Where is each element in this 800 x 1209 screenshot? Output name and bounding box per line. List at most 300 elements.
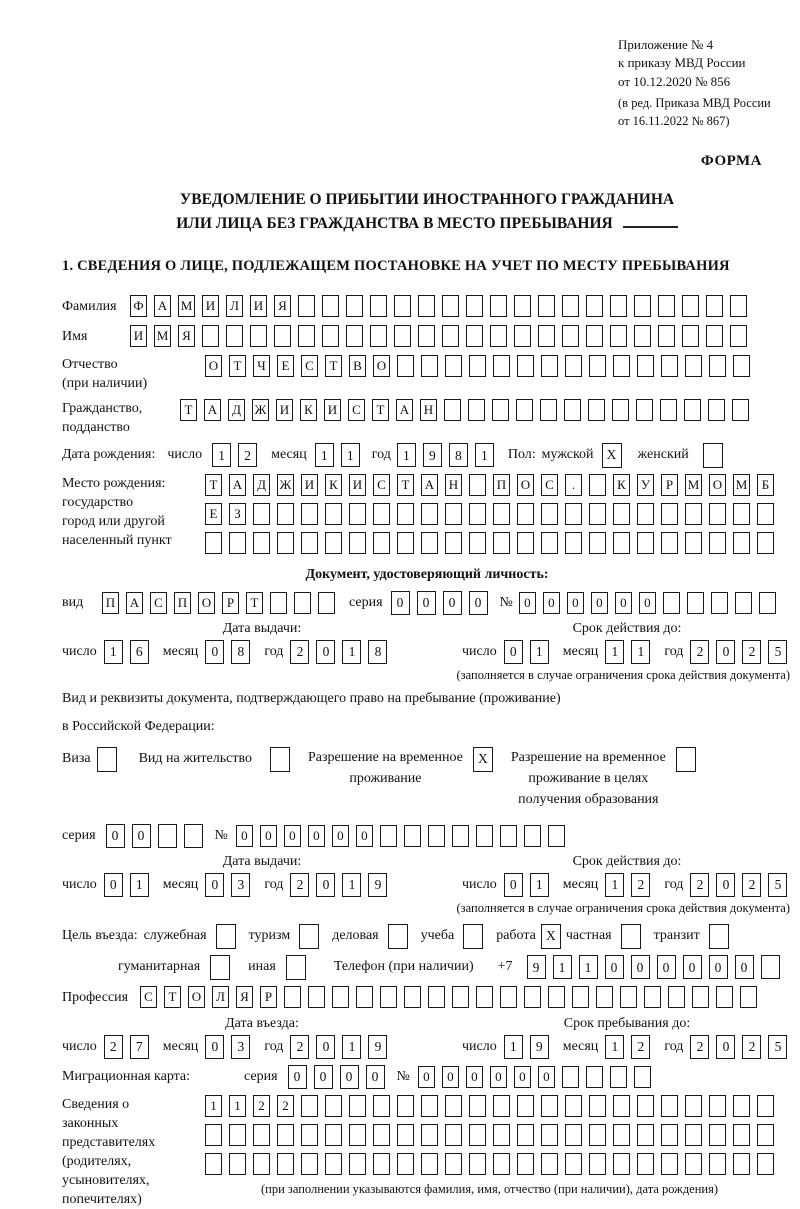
char-cell[interactable]: 1 [605, 640, 624, 664]
char-cell[interactable] [370, 295, 387, 317]
char-cell[interactable]: Ж [252, 399, 269, 421]
char-cell[interactable] [517, 1124, 534, 1146]
char-cell[interactable]: 0 [442, 1066, 459, 1088]
char-cell[interactable] [270, 592, 287, 614]
char-cell[interactable] [298, 295, 315, 317]
char-cell[interactable] [373, 532, 390, 554]
char-cell[interactable] [757, 1095, 774, 1117]
char-cell[interactable]: А [396, 399, 413, 421]
char-cell[interactable] [493, 1095, 510, 1117]
char-cell[interactable]: 0 [316, 1035, 335, 1059]
char-cell[interactable] [682, 325, 699, 347]
char-cell[interactable]: 0 [284, 825, 301, 847]
char-cell[interactable] [428, 986, 445, 1008]
char-cell[interactable]: 8 [231, 640, 250, 664]
char-cell[interactable] [325, 1095, 342, 1117]
char-cell[interactable] [733, 355, 750, 377]
char-cell[interactable]: 2 [690, 640, 709, 664]
char-cell[interactable]: 0 [683, 955, 702, 979]
char-cell[interactable] [637, 532, 654, 554]
char-cell[interactable] [757, 1153, 774, 1175]
char-cell[interactable] [466, 295, 483, 317]
char-cell[interactable]: Т [229, 355, 246, 377]
char-cell[interactable] [397, 503, 414, 525]
char-cell[interactable]: А [229, 474, 246, 496]
char-cell[interactable] [325, 1153, 342, 1175]
char-cell[interactable] [428, 825, 445, 847]
char-cell[interactable]: 0 [519, 592, 536, 614]
char-cell[interactable]: 1 [342, 640, 361, 664]
char-cell[interactable]: 2 [290, 873, 309, 897]
char-cell[interactable]: П [493, 474, 510, 496]
char-cell[interactable] [541, 503, 558, 525]
char-cell[interactable] [229, 1124, 246, 1146]
char-cell[interactable] [308, 986, 325, 1008]
char-cell[interactable] [397, 532, 414, 554]
char-cell[interactable] [301, 503, 318, 525]
char-cell[interactable] [301, 1124, 318, 1146]
char-cell[interactable] [589, 532, 606, 554]
char-cell[interactable] [637, 503, 654, 525]
char-cell[interactable]: 1 [605, 1035, 624, 1059]
char-cell[interactable] [716, 986, 733, 1008]
char-cell[interactable]: С [541, 474, 558, 496]
char-cell[interactable]: 5 [768, 640, 787, 664]
char-cell[interactable] [394, 325, 411, 347]
char-cell[interactable]: 2 [104, 1035, 123, 1059]
char-cell[interactable]: 1 [315, 443, 334, 467]
char-cell[interactable] [492, 399, 509, 421]
char-cell[interactable] [253, 532, 270, 554]
char-cell[interactable] [685, 532, 702, 554]
char-cell[interactable] [373, 503, 390, 525]
char-cell[interactable] [349, 503, 366, 525]
char-cell[interactable]: 2 [253, 1095, 270, 1117]
char-cell[interactable] [709, 1153, 726, 1175]
char-cell[interactable]: М [154, 325, 171, 347]
char-cell[interactable] [538, 295, 555, 317]
char-cell[interactable]: 0 [657, 955, 676, 979]
char-cell[interactable]: Л [226, 295, 243, 317]
char-cell[interactable] [332, 986, 349, 1008]
char-cell[interactable] [732, 399, 749, 421]
char-cell[interactable] [588, 399, 605, 421]
char-cell[interactable] [668, 986, 685, 1008]
char-cell[interactable]: 8 [449, 443, 468, 467]
char-cell[interactable] [469, 532, 486, 554]
char-cell[interactable] [692, 986, 709, 1008]
char-cell[interactable] [661, 355, 678, 377]
char-cell[interactable] [452, 986, 469, 1008]
char-cell[interactable]: 0 [716, 1035, 735, 1059]
char-cell[interactable] [661, 1153, 678, 1175]
char-cell[interactable] [202, 325, 219, 347]
char-cell[interactable]: 9 [368, 873, 387, 897]
char-cell[interactable] [514, 295, 531, 317]
char-cell[interactable] [445, 1153, 462, 1175]
char-cell[interactable]: И [301, 474, 318, 496]
char-cell[interactable]: 0 [443, 591, 462, 615]
char-cell[interactable]: Т [205, 474, 222, 496]
char-cell[interactable]: 2 [277, 1095, 294, 1117]
char-cell[interactable] [250, 325, 267, 347]
char-cell[interactable]: 2 [742, 640, 761, 664]
char-cell[interactable] [613, 532, 630, 554]
char-cell[interactable]: П [102, 592, 119, 614]
char-cell[interactable]: Я [274, 295, 291, 317]
char-cell[interactable] [469, 503, 486, 525]
char-cell[interactable]: А [204, 399, 221, 421]
char-cell[interactable]: С [348, 399, 365, 421]
char-cell[interactable]: Т [164, 986, 181, 1008]
char-cell[interactable] [517, 355, 534, 377]
char-cell[interactable] [564, 399, 581, 421]
char-cell[interactable] [687, 592, 704, 614]
char-cell[interactable] [562, 295, 579, 317]
char-cell[interactable] [733, 1153, 750, 1175]
char-cell[interactable] [637, 1095, 654, 1117]
char-cell[interactable]: 0 [417, 591, 436, 615]
char-cell[interactable]: 0 [316, 640, 335, 664]
char-cell[interactable] [517, 532, 534, 554]
char-cell[interactable] [634, 325, 651, 347]
char-cell[interactable]: Н [445, 474, 462, 496]
char-cell[interactable] [404, 986, 421, 1008]
char-cell[interactable]: С [301, 355, 318, 377]
char-cell[interactable]: 0 [205, 873, 224, 897]
char-cell[interactable]: Т [372, 399, 389, 421]
char-cell[interactable] [514, 325, 531, 347]
char-cell[interactable] [759, 592, 776, 614]
char-cell[interactable] [469, 474, 486, 496]
char-cell[interactable] [356, 986, 373, 1008]
char-cell[interactable] [442, 325, 459, 347]
char-cell[interactable] [205, 532, 222, 554]
char-cell[interactable]: 0 [418, 1066, 435, 1088]
char-cell[interactable] [349, 1095, 366, 1117]
char-cell[interactable] [253, 503, 270, 525]
char-cell[interactable]: 0 [205, 640, 224, 664]
char-cell[interactable] [541, 355, 558, 377]
char-cell[interactable]: 2 [631, 873, 650, 897]
char-cell[interactable] [709, 503, 726, 525]
char-cell[interactable] [637, 355, 654, 377]
char-cell[interactable] [682, 295, 699, 317]
char-cell[interactable] [586, 295, 603, 317]
char-cell[interactable] [589, 1153, 606, 1175]
char-cell[interactable] [660, 399, 677, 421]
char-cell[interactable] [706, 325, 723, 347]
char-cell[interactable] [322, 295, 339, 317]
char-cell[interactable] [757, 532, 774, 554]
char-cell[interactable]: 8 [368, 640, 387, 664]
char-cell[interactable]: 0 [356, 825, 373, 847]
char-cell[interactable] [572, 986, 589, 1008]
char-cell[interactable] [325, 1124, 342, 1146]
purpose-tourism-checkbox[interactable] [299, 924, 319, 949]
char-cell[interactable] [421, 1124, 438, 1146]
char-cell[interactable] [757, 1124, 774, 1146]
char-cell[interactable] [284, 986, 301, 1008]
char-cell[interactable] [620, 986, 637, 1008]
char-cell[interactable] [397, 355, 414, 377]
char-cell[interactable] [404, 825, 421, 847]
char-cell[interactable]: 0 [288, 1065, 307, 1089]
char-cell[interactable] [613, 1153, 630, 1175]
char-cell[interactable] [277, 532, 294, 554]
char-cell[interactable] [589, 355, 606, 377]
char-cell[interactable] [613, 503, 630, 525]
char-cell[interactable]: И [324, 399, 341, 421]
char-cell[interactable] [274, 325, 291, 347]
char-cell[interactable] [421, 532, 438, 554]
char-cell[interactable]: 1 [530, 873, 549, 897]
char-cell[interactable]: Я [178, 325, 195, 347]
purpose-transit-checkbox[interactable] [709, 924, 729, 949]
char-cell[interactable]: У [637, 474, 654, 496]
char-cell[interactable]: 0 [639, 592, 656, 614]
char-cell[interactable]: Ж [277, 474, 294, 496]
char-cell[interactable]: 2 [742, 1035, 761, 1059]
char-cell[interactable] [730, 325, 747, 347]
residence-permit-checkbox[interactable] [270, 747, 290, 772]
char-cell[interactable] [469, 1124, 486, 1146]
char-cell[interactable]: А [421, 474, 438, 496]
char-cell[interactable] [586, 1066, 603, 1088]
char-cell[interactable] [517, 1153, 534, 1175]
char-cell[interactable] [565, 503, 582, 525]
char-cell[interactable]: 1 [212, 443, 231, 467]
char-cell[interactable]: 0 [308, 825, 325, 847]
char-cell[interactable] [708, 399, 725, 421]
char-cell[interactable]: 0 [716, 873, 735, 897]
char-cell[interactable]: О [198, 592, 215, 614]
char-cell[interactable]: 0 [538, 1066, 555, 1088]
char-cell[interactable] [294, 592, 311, 614]
char-cell[interactable] [610, 1066, 627, 1088]
char-cell[interactable] [452, 825, 469, 847]
char-cell[interactable]: З [229, 503, 246, 525]
char-cell[interactable] [229, 1153, 246, 1175]
char-cell[interactable] [589, 474, 606, 496]
char-cell[interactable] [493, 355, 510, 377]
char-cell[interactable]: 0 [104, 873, 123, 897]
char-cell[interactable]: Н [420, 399, 437, 421]
char-cell[interactable] [733, 1124, 750, 1146]
purpose-study-checkbox[interactable] [463, 924, 483, 949]
char-cell[interactable]: 3 [231, 1035, 250, 1059]
char-cell[interactable]: К [300, 399, 317, 421]
char-cell[interactable]: 1 [504, 1035, 523, 1059]
char-cell[interactable]: И [250, 295, 267, 317]
char-cell[interactable]: 2 [290, 1035, 309, 1059]
char-cell[interactable]: И [130, 325, 147, 347]
char-cell[interactable] [663, 592, 680, 614]
other-purpose-checkbox[interactable] [286, 955, 306, 980]
temp-residence-checkbox[interactable]: X [473, 747, 493, 772]
male-checkbox[interactable]: X [602, 443, 622, 468]
char-cell[interactable] [277, 1153, 294, 1175]
char-cell[interactable]: 0 [340, 1065, 359, 1089]
char-cell[interactable] [349, 532, 366, 554]
char-cell[interactable]: 1 [631, 640, 650, 664]
char-cell[interactable] [685, 1095, 702, 1117]
purpose-business-checkbox[interactable] [388, 924, 408, 949]
char-cell[interactable] [709, 355, 726, 377]
char-cell[interactable] [524, 986, 541, 1008]
char-cell[interactable] [589, 503, 606, 525]
char-cell[interactable] [709, 1095, 726, 1117]
char-cell[interactable] [613, 1095, 630, 1117]
char-cell[interactable] [445, 355, 462, 377]
char-cell[interactable]: 1 [104, 640, 123, 664]
char-cell[interactable]: М [685, 474, 702, 496]
char-cell[interactable]: О [373, 355, 390, 377]
char-cell[interactable] [613, 355, 630, 377]
visa-checkbox[interactable] [97, 747, 117, 772]
char-cell[interactable]: 0 [469, 591, 488, 615]
purpose-private-checkbox[interactable] [621, 924, 641, 949]
char-cell[interactable]: 0 [366, 1065, 385, 1089]
char-cell[interactable]: О [188, 986, 205, 1008]
char-cell[interactable] [380, 986, 397, 1008]
char-cell[interactable] [540, 399, 557, 421]
char-cell[interactable]: 0 [205, 1035, 224, 1059]
char-cell[interactable] [565, 1153, 582, 1175]
char-cell[interactable] [761, 955, 780, 979]
char-cell[interactable] [685, 355, 702, 377]
char-cell[interactable] [711, 592, 728, 614]
char-cell[interactable]: 0 [132, 824, 151, 848]
char-cell[interactable]: 2 [690, 873, 709, 897]
char-cell[interactable] [476, 986, 493, 1008]
char-cell[interactable]: 0 [332, 825, 349, 847]
char-cell[interactable]: 7 [130, 1035, 149, 1059]
char-cell[interactable] [709, 1124, 726, 1146]
char-cell[interactable]: Р [661, 474, 678, 496]
char-cell[interactable] [466, 325, 483, 347]
char-cell[interactable] [541, 1124, 558, 1146]
char-cell[interactable] [636, 399, 653, 421]
char-cell[interactable] [524, 825, 541, 847]
char-cell[interactable] [298, 325, 315, 347]
char-cell[interactable] [565, 355, 582, 377]
char-cell[interactable]: 9 [527, 955, 546, 979]
char-cell[interactable]: 1 [530, 640, 549, 664]
char-cell[interactable]: 0 [514, 1066, 531, 1088]
char-cell[interactable]: А [126, 592, 143, 614]
char-cell[interactable]: 0 [716, 640, 735, 664]
char-cell[interactable] [740, 986, 757, 1008]
char-cell[interactable] [370, 325, 387, 347]
char-cell[interactable]: 0 [504, 640, 523, 664]
char-cell[interactable]: 0 [236, 825, 253, 847]
char-cell[interactable] [500, 986, 517, 1008]
char-cell[interactable] [517, 503, 534, 525]
char-cell[interactable]: Я [236, 986, 253, 1008]
char-cell[interactable] [541, 1095, 558, 1117]
char-cell[interactable] [469, 1153, 486, 1175]
char-cell[interactable]: Р [260, 986, 277, 1008]
char-cell[interactable]: С [373, 474, 390, 496]
char-cell[interactable] [277, 1124, 294, 1146]
char-cell[interactable] [493, 1153, 510, 1175]
char-cell[interactable] [586, 325, 603, 347]
char-cell[interactable]: 9 [423, 443, 442, 467]
char-cell[interactable] [730, 295, 747, 317]
char-cell[interactable]: М [733, 474, 750, 496]
char-cell[interactable] [380, 825, 397, 847]
char-cell[interactable] [733, 1095, 750, 1117]
purpose-official-checkbox[interactable] [216, 924, 236, 949]
char-cell[interactable]: 5 [768, 873, 787, 897]
char-cell[interactable] [733, 532, 750, 554]
char-cell[interactable] [397, 1153, 414, 1175]
char-cell[interactable] [500, 825, 517, 847]
female-checkbox[interactable] [703, 443, 723, 468]
char-cell[interactable] [301, 532, 318, 554]
char-cell[interactable]: 1 [341, 443, 360, 467]
char-cell[interactable] [493, 503, 510, 525]
char-cell[interactable]: К [613, 474, 630, 496]
char-cell[interactable] [373, 1153, 390, 1175]
char-cell[interactable] [397, 1124, 414, 1146]
char-cell[interactable] [373, 1095, 390, 1117]
char-cell[interactable]: 1 [605, 873, 624, 897]
char-cell[interactable] [634, 1066, 651, 1088]
char-cell[interactable] [589, 1095, 606, 1117]
char-cell[interactable] [661, 1095, 678, 1117]
char-cell[interactable] [685, 503, 702, 525]
char-cell[interactable]: 0 [615, 592, 632, 614]
char-cell[interactable]: 2 [238, 443, 257, 467]
char-cell[interactable] [277, 503, 294, 525]
char-cell[interactable]: В [349, 355, 366, 377]
char-cell[interactable]: 1 [553, 955, 572, 979]
char-cell[interactable] [490, 325, 507, 347]
char-cell[interactable] [445, 1095, 462, 1117]
char-cell[interactable]: С [150, 592, 167, 614]
char-cell[interactable]: Т [180, 399, 197, 421]
char-cell[interactable] [709, 532, 726, 554]
char-cell[interactable] [229, 532, 246, 554]
char-cell[interactable]: . [565, 474, 582, 496]
char-cell[interactable] [706, 295, 723, 317]
char-cell[interactable] [325, 532, 342, 554]
char-cell[interactable] [565, 1124, 582, 1146]
char-cell[interactable] [548, 825, 565, 847]
char-cell[interactable] [349, 1153, 366, 1175]
char-cell[interactable] [493, 532, 510, 554]
char-cell[interactable] [658, 295, 675, 317]
char-cell[interactable] [318, 592, 335, 614]
char-cell[interactable] [490, 295, 507, 317]
char-cell[interactable]: И [349, 474, 366, 496]
char-cell[interactable]: Ф [130, 295, 147, 317]
char-cell[interactable]: 1 [579, 955, 598, 979]
char-cell[interactable] [610, 295, 627, 317]
char-cell[interactable] [517, 1095, 534, 1117]
char-cell[interactable] [661, 532, 678, 554]
char-cell[interactable] [421, 1153, 438, 1175]
char-cell[interactable] [612, 399, 629, 421]
char-cell[interactable]: 0 [106, 824, 125, 848]
char-cell[interactable]: 1 [205, 1095, 222, 1117]
char-cell[interactable]: 0 [605, 955, 624, 979]
char-cell[interactable] [468, 399, 485, 421]
char-cell[interactable]: Е [277, 355, 294, 377]
char-cell[interactable] [685, 1124, 702, 1146]
